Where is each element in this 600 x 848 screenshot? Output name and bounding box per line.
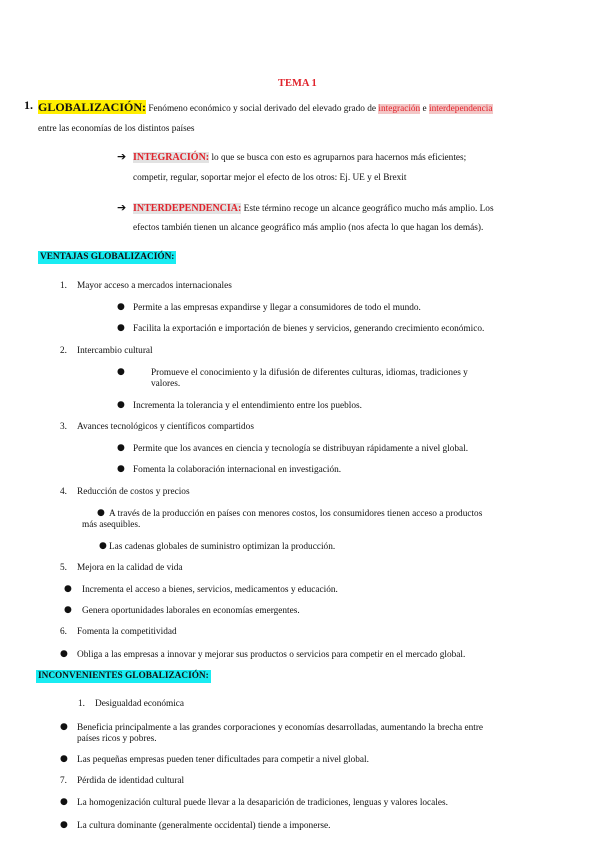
bullet-icon: ● [64, 584, 72, 594]
list-item: Mejora en la calidad de vida [77, 563, 183, 573]
bullet-icon: ● [117, 323, 125, 333]
bullet-icon: ● [60, 649, 68, 659]
globalizacion-def: Fenómeno económico y social derivado del elevado grado de [146, 104, 379, 114]
page-title: TEMA 1 [278, 78, 317, 89]
conjunction: e [420, 104, 429, 114]
list-item: La cultura dominante (generalmente occidental) tiende a imponerse. [77, 821, 331, 831]
list-item: Avances tecnológicos y científicos compartidos [77, 422, 254, 432]
interdependencia-text-cont: efectos también tienen un alcance geográfico más amplio (nos afecta lo que hagan los demás). [133, 223, 484, 233]
bullet-icon: ● [60, 722, 68, 732]
list-item-cont: países ricos y pobres. [77, 734, 157, 744]
globalizacion-def-cont: entre las economías de los distintos países [38, 124, 195, 134]
bullet-icon: ● [117, 367, 125, 377]
list-item: Obliga a las empresas a innovar y mejorar sus productos o servicios para competir en el mercado global. [77, 650, 466, 660]
list-item: Permite a las empresas expandirse y llegar a consumidores de todo el mundo. [133, 303, 421, 313]
term-interdependencia: interdependencia [429, 104, 493, 114]
bullet-icon: ● [64, 605, 72, 615]
bullet-icon: ● [117, 464, 125, 474]
interdependencia-label: INTERDEPENDENCIA: [133, 203, 242, 214]
arrow-icon: ➔ [117, 150, 127, 163]
list-number: 1. [60, 281, 67, 291]
list-item: Incrementa el acceso a bienes, servicios, medicamentos y educación. [82, 585, 338, 595]
bullet-icon: ● [60, 820, 68, 830]
list-item: Beneficia principalmente a las grandes corporaciones y economías desarrolladas, aumentando la brecha entre [77, 723, 484, 733]
list-item: Las pequeñas empresas pueden tener dificultades para competir a nivel global. [77, 755, 369, 765]
list-number: 5. [60, 563, 67, 573]
list-item: Promueve el conocimiento y la difusión de diferentes culturas, idiomas, tradiciones y [151, 368, 468, 378]
list-number: 6. [60, 627, 67, 637]
bullet-icon: ● [99, 541, 107, 551]
ventajas-heading: VENTAJAS GLOBALIZACIÓN: [40, 252, 175, 262]
list-item: A través de la producción en países con menores costos, los consumidores tienen acceso a productos [109, 509, 483, 519]
bullet-icon: ● [117, 302, 125, 312]
list-item: La homogenización cultural puede llevar a la desaparición de tradiciones, lenguas y valores locales. [77, 798, 448, 808]
list-item: Incrementa la tolerancia y el entendimiento entre los pueblos. [133, 401, 362, 411]
interdependencia-line [133, 202, 494, 216]
bullet-icon: ● [97, 508, 105, 518]
list-item: Permite que los avances en ciencia y tecnología se distribuyan rápidamente a nivel global. [133, 444, 469, 454]
list-item: Facilita la exportación e importación de bienes y servicios, generando crecimiento económico. [133, 324, 485, 334]
list-number: 7. [60, 776, 67, 786]
list-number: 4. [60, 487, 67, 497]
integracion-text: lo que se busca con esto es agruparnos para hacernos más eficientes; [209, 153, 467, 163]
interdependencia-text: Este término recoge un alcance geográfico mucho más amplio. Los [241, 204, 494, 214]
list-item: Reducción de costos y precios [77, 487, 190, 497]
list-item: Genera oportunidades laborales en economías emergentes. [82, 606, 300, 616]
integracion-text-cont: competir, regular, soportar mejor el efecto de los otros: Ej. UE y el Brexit [133, 173, 407, 183]
list-item: Desigualdad económica [95, 699, 185, 709]
list-item: Pérdida de identidad cultural [77, 776, 185, 786]
bullet-icon: ● [60, 797, 68, 807]
section-number: 1. [24, 98, 33, 112]
bullet-icon: ● [117, 400, 125, 410]
list-number: 1. [78, 699, 85, 709]
list-item: Intercambio cultural [77, 346, 153, 356]
bullet-icon: ● [60, 754, 68, 764]
inconvenientes-heading: INCONVENIENTES GLOBALIZACIÓN: [38, 671, 209, 681]
section-1-line [38, 98, 493, 116]
list-item: Fomenta la competitividad [77, 627, 177, 637]
list-number: 3. [60, 422, 67, 432]
arrow-icon: ➔ [117, 201, 127, 214]
term-integracion: integración [378, 104, 421, 114]
list-item-cont: más asequibles. [82, 520, 141, 530]
list-item-cont: valores. [151, 379, 181, 389]
integracion-line [133, 151, 466, 165]
list-item: Las cadenas globales de suministro optimizan la producción. [109, 542, 336, 552]
list-item: Fomenta la colaboración internacional en investigación. [133, 465, 342, 475]
integracion-label: INTEGRACIÓN: [133, 152, 210, 163]
bullet-icon: ● [117, 443, 125, 453]
globalizacion-heading: GLOBALIZACIÓN: [38, 100, 147, 114]
list-item: Mayor acceso a mercados internacionales [77, 281, 232, 291]
list-number: 2. [60, 346, 67, 356]
